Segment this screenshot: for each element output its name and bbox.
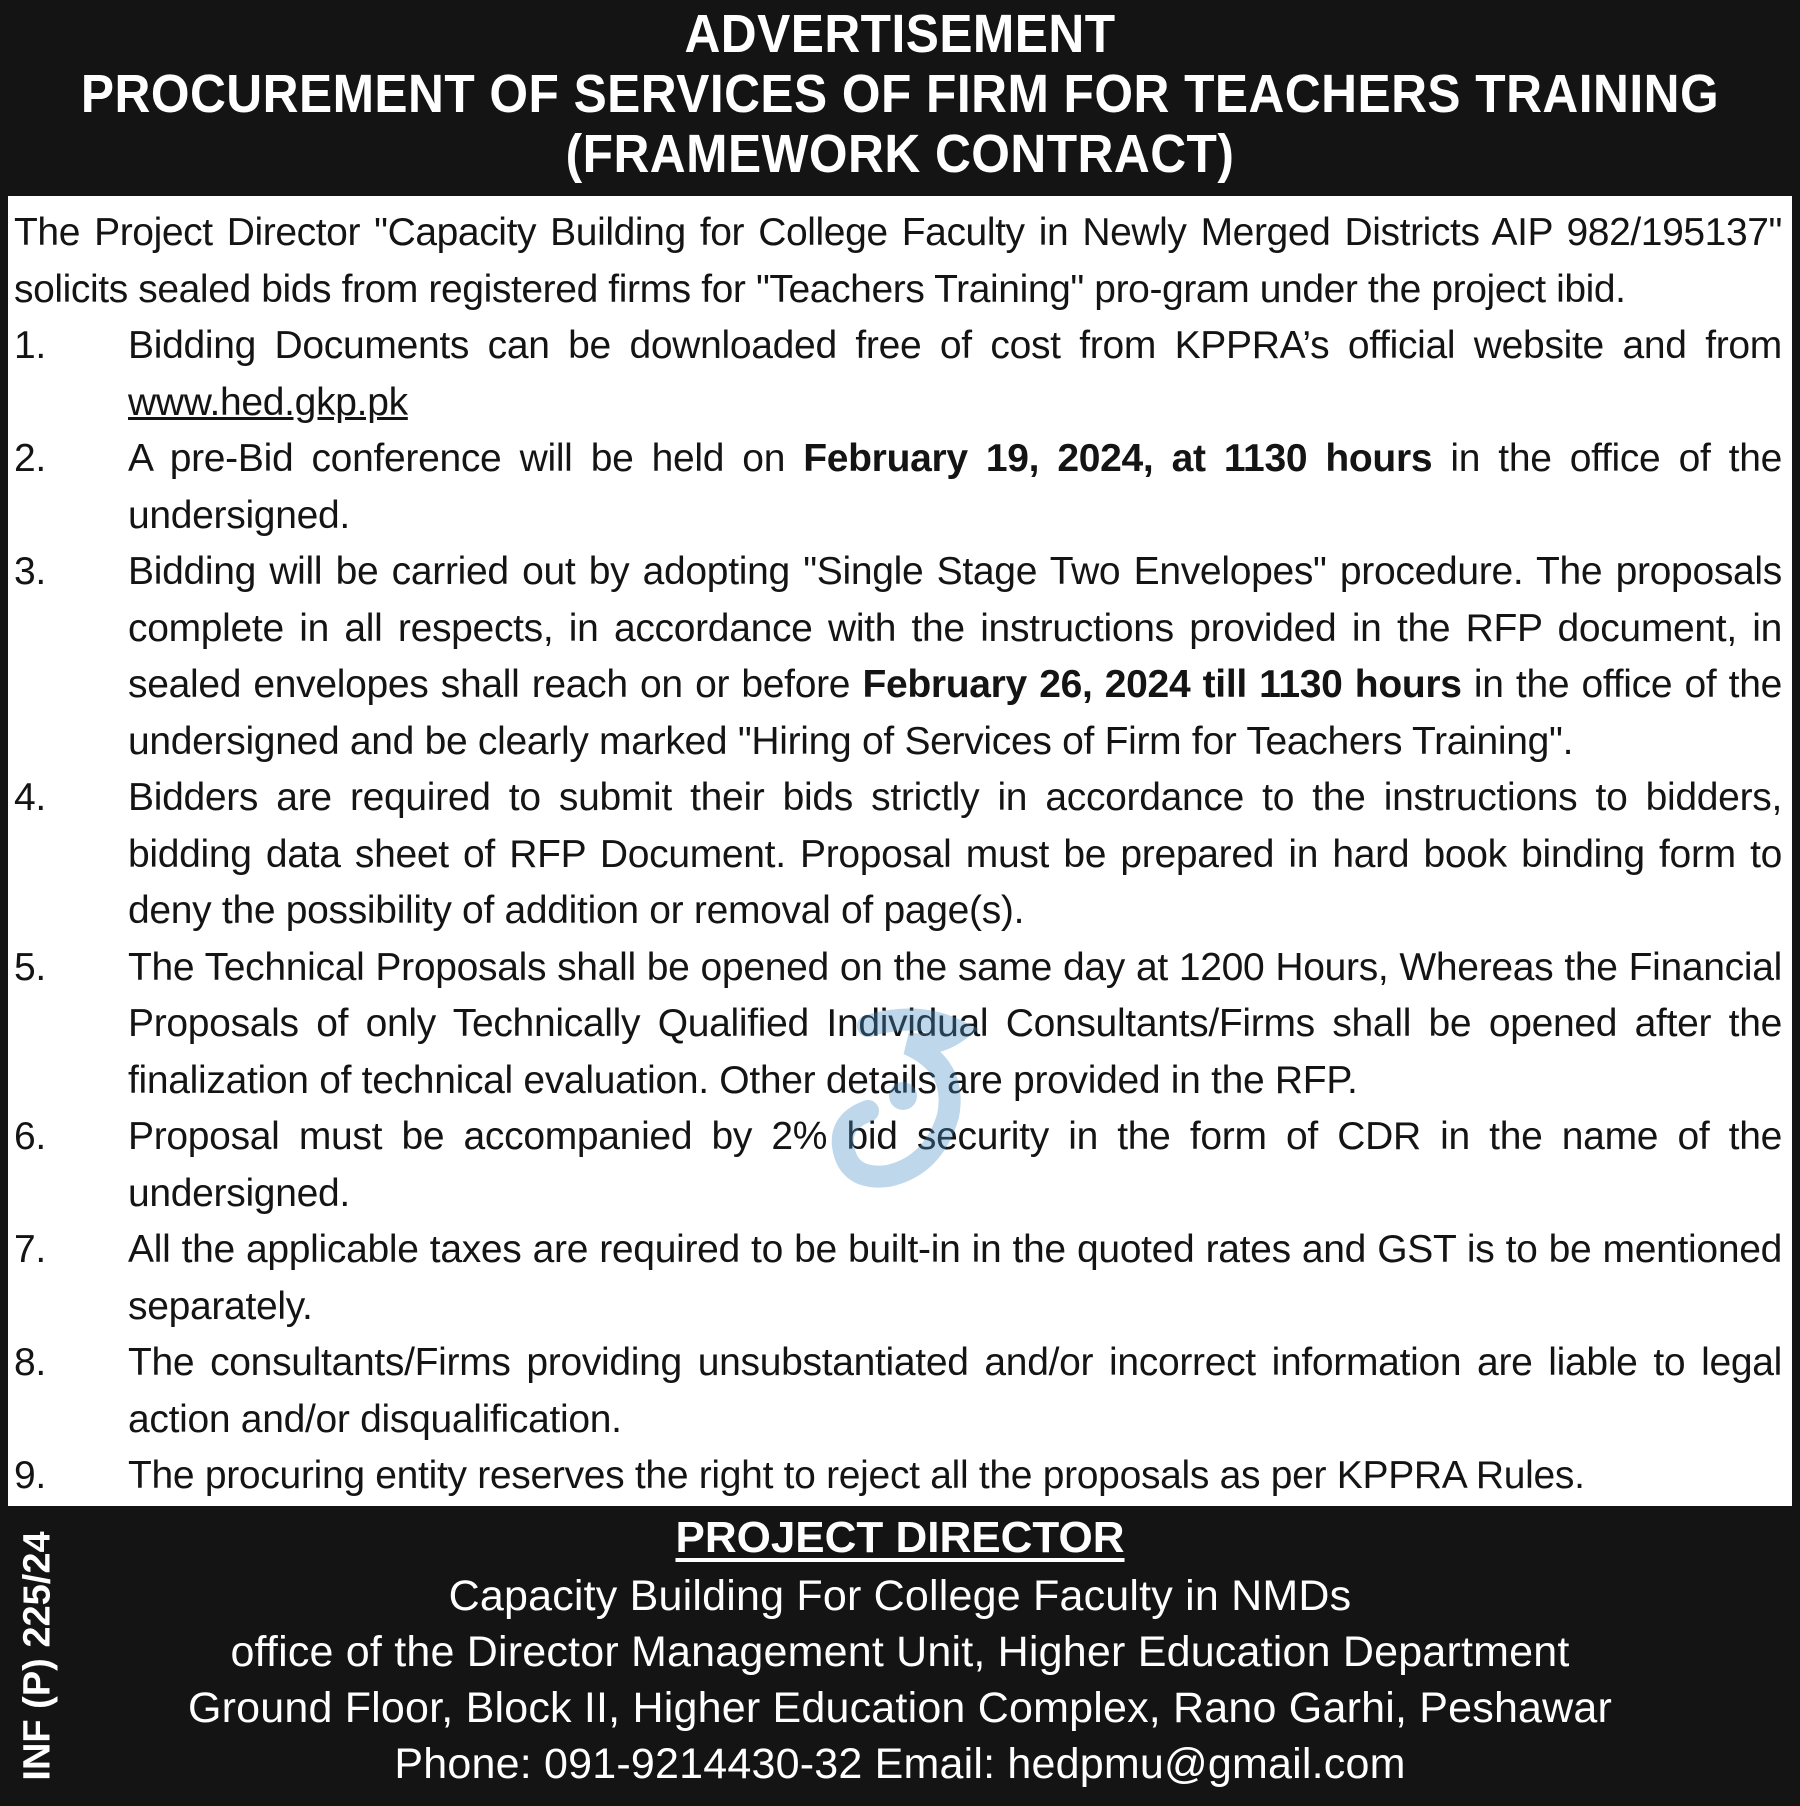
header-subtitle: PROCUREMENT OF SERVICES OF FIRM FOR TEACHERS TRAINING <box>80 64 1720 124</box>
item-text: The consultants/Firms providing unsubstantiated and/or incorrect information are liable to legal action and/or disqualification. <box>128 1341 1782 1441</box>
item-number: 6. <box>14 1115 46 1158</box>
condition-item-7 <box>14 1222 1782 1335</box>
contact-block <box>70 1512 1730 1792</box>
header-contract-type: (FRAMEWORK CONTRACT) <box>565 124 1235 184</box>
condition-item-8 <box>14 1335 1782 1448</box>
advertisement-body <box>8 196 1792 1506</box>
condition-item-2 <box>14 431 1782 544</box>
item-text: Bidders are required to submit their bids strictly in accordance to the instructions to bidders, bidding data sheet of RFP Document. Proposal must be prepared in hard book binding form to deny the possibility of addition or removal of page(s). <box>128 776 1782 932</box>
reference-number: INF (P) 225/24 <box>16 1531 59 1781</box>
office-address: Ground Floor, Block II, Higher Education Complex, Rano Garhi, Peshawar <box>187 1684 1613 1732</box>
item-number: 3. <box>14 550 46 593</box>
item-text: Proposal must be accompanied by 2% bid security in the form of CDR in the name of the undersigned. <box>128 1115 1782 1215</box>
item-number: 5. <box>14 945 46 989</box>
advertisement-header <box>0 0 1800 196</box>
item-text: Bidding will be carried out by adopting "Single Stage Two Envelopes" procedure. The proposals complete in all respects, in accordance with the instructions provided in the RFP document, in sealed envelopes shall reach on or before <box>128 550 1782 706</box>
conditions-list <box>14 318 1782 1505</box>
item-number: 7. <box>14 1228 46 1271</box>
condition-item-1 <box>14 318 1782 431</box>
header-title: ADVERTISEMENT <box>684 4 1116 64</box>
item-text-end: in the office of the undersigned. <box>128 437 1782 537</box>
condition-item-5 <box>14 940 1782 1110</box>
condition-item-9 <box>14 1448 1782 1505</box>
item-text: A pre-Bid conference will be held on <box>128 437 786 480</box>
item-text: The Technical Proposals shall be opened on the same day at 1200 Hours, Whereas the Financial Proposals of only Technically Qualified Individual Consultants/Firms shall be opened after the finalization of technical evaluation. Other details are provided in the RFP. <box>128 945 1782 1102</box>
prebid-date: February 19, 2024, at 1130 hours <box>803 437 1433 480</box>
item-text: Bidding Documents can be downloaded free of cost from KPPRA’s official website and from <box>128 324 1782 367</box>
website-link[interactable]: www.hed.gkp.pk <box>128 380 408 424</box>
contact-details: Phone: 091-9214430-32 Email: hedpmu@gmail.com <box>394 1740 1406 1788</box>
item-text: All the applicable taxes are required to be built-in in the quoted rates and GST is to be mentioned separately. <box>128 1228 1782 1328</box>
reference-number-box <box>8 1506 68 1806</box>
condition-item-3 <box>14 544 1782 770</box>
submission-deadline: February 26, 2024 till 1130 hours <box>862 663 1462 706</box>
project-name: Capacity Building For College Faculty in NMDs <box>448 1572 1352 1620</box>
item-number: 8. <box>14 1341 46 1384</box>
intro-paragraph: The Project Director "Capacity Building for College Faculty in Newly Merged Districts AIP 982/195137" solicits sealed bids from registered firms for "Teachers Training" pro-gram under the project ibid. <box>14 211 1782 311</box>
condition-item-6 <box>14 1109 1782 1222</box>
advertisement-footer <box>0 1506 1800 1806</box>
item-number: 4. <box>14 776 46 819</box>
item-number: 9. <box>14 1454 46 1497</box>
office-name: office of the Director Management Unit, Higher Education Department <box>230 1628 1570 1676</box>
item-number: 1. <box>14 324 46 367</box>
condition-item-4 <box>14 770 1782 940</box>
item-text-end: in the office of the undersigned and be clearly marked "Hiring of Services of Firm for Teachers Training". <box>128 663 1782 763</box>
signatory-designation: PROJECT DIRECTOR <box>675 1513 1125 1562</box>
item-number: 2. <box>14 437 46 480</box>
item-text: The procuring entity reserves the right to reject all the proposals as per KPPRA Rules. <box>128 1454 1585 1497</box>
